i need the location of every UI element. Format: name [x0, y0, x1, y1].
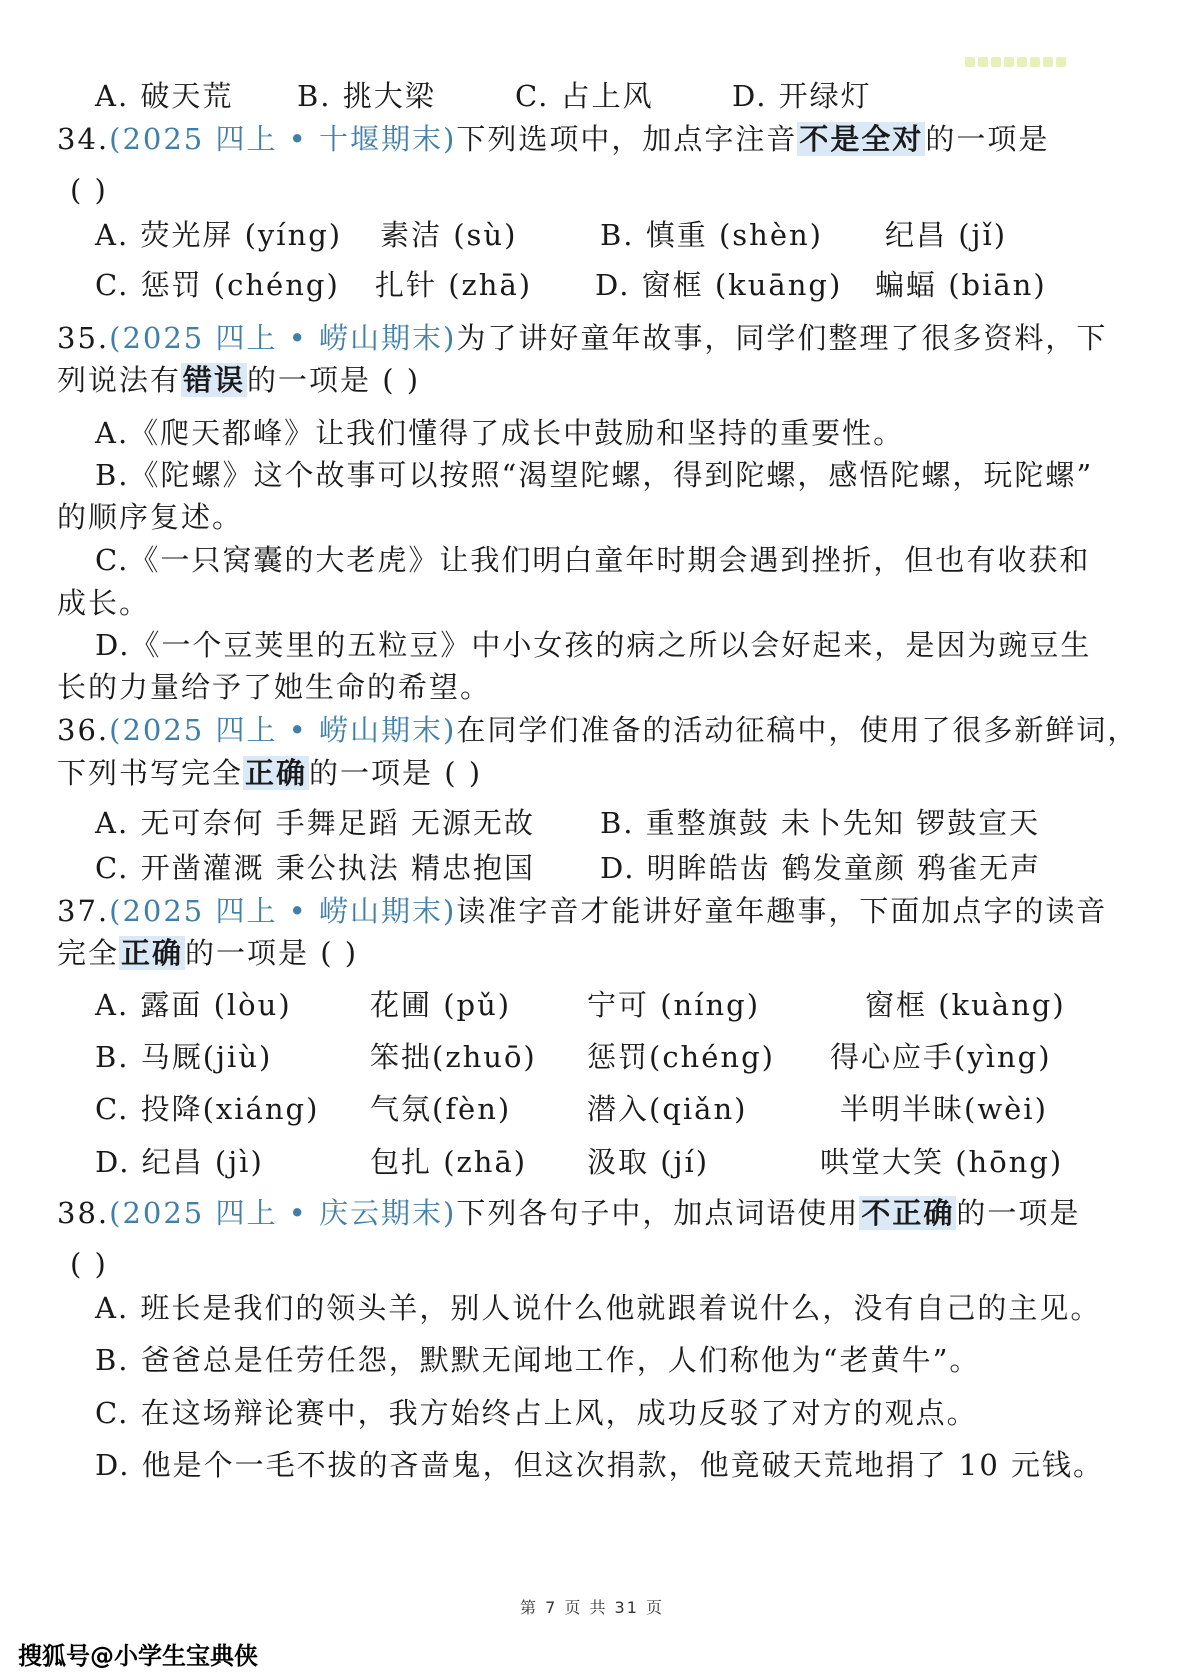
- q34-option-a1: A. 荧光屏 (yíng): [95, 218, 343, 252]
- q33-option-a: A. 破天荒: [95, 79, 234, 113]
- q35-emphasis: 错误: [183, 363, 246, 397]
- q36-stem-line1: [57, 710, 1138, 750]
- q37-option-c2: 气氛(fèn): [370, 1092, 512, 1126]
- q37-option-c1: C. 投降(xiáng): [95, 1092, 320, 1126]
- q36-number: 36.: [57, 713, 110, 747]
- q35-option-b-line2: 的顺序复述。: [57, 500, 244, 534]
- q38-stem-after: 的一项是: [956, 1196, 1081, 1230]
- brand-logo-decoration: [965, 52, 1115, 72]
- q37-stem-text1: 读准字音才能讲好童年趣事，下面加点字的读音: [456, 894, 1108, 928]
- q37-option-a1: A. 露面 (lòu): [95, 988, 292, 1022]
- q37-option-d4: 哄堂大笑 (hōng): [820, 1145, 1064, 1179]
- q35-option-c-line1: C.《一只窝囊的大老虎》让我们明白童年时期会遇到挫折，但也有收获和: [95, 543, 1091, 577]
- q36-option-c: C. 开凿灌溉 秉公执法 精忠抱国: [95, 851, 536, 885]
- q38-number: 38.: [57, 1196, 110, 1230]
- q37-source: (2025 四上 • 崂山期末): [109, 894, 457, 928]
- q36-stem-before: 下列书写完全: [57, 756, 244, 790]
- q38-option-b: B. 爸爸总是任劳任怨，默默无闻地工作，人们称他为“老黄牛”。: [95, 1343, 981, 1377]
- q35-option-d-line2: 长的力量给予了她生命的希望。: [57, 670, 492, 704]
- q34-option-c1: C. 惩罚 (chéng): [95, 268, 340, 302]
- q35-option-b-line1: B.《陀螺》这个故事可以按照“渴望陀螺，得到陀螺，感悟陀螺，玩陀螺”: [95, 458, 1094, 492]
- q37-stem-line2: [57, 933, 358, 973]
- q35-option-d-line1: D.《一个豆荚里的五粒豆》中小女孩的病之所以会好起来，是因为豌豆生: [95, 628, 1092, 662]
- q37-option-b1: B. 马厩(jiù): [95, 1040, 273, 1074]
- q35-stem-line2: [57, 360, 420, 400]
- q37-emphasis: 正确: [121, 936, 184, 970]
- q35-source: (2025 四上 • 崂山期末): [109, 321, 457, 355]
- q37-number: 37.: [57, 894, 110, 928]
- q38-option-a: A. 班长是我们的领头羊，别人说什么他就跟着说什么，没有自己的主见。: [95, 1291, 1102, 1325]
- q37-option-a4: 窗框 (kuàng): [865, 988, 1066, 1022]
- q35-stem-after: 的一项是 ( ): [247, 363, 421, 397]
- q34-source: (2025 四上 • 十堰期末): [109, 122, 457, 156]
- q37-option-b4: 得心应手(yìng): [830, 1040, 1052, 1074]
- q38-option-c: C. 在这场辩论赛中，我方始终占上风，成功反驳了对方的观点。: [95, 1396, 978, 1430]
- q34-stem-before: 下列选项中，加点字注音: [456, 122, 798, 156]
- q36-source: (2025 四上 • 崂山期末): [109, 713, 457, 747]
- watermark-text: 搜狐号@小学生宝典侠: [18, 1642, 258, 1670]
- q36-stem-after: 的一项是 ( ): [309, 756, 483, 790]
- q34-number: 34.: [57, 122, 110, 156]
- q36-stem-text1: 在同学们准备的活动征稿中，使用了很多新鲜词，: [456, 713, 1139, 747]
- q35-stem-before: 列说法有: [57, 363, 182, 397]
- q37-option-c4: 半明半昧(wèi): [840, 1092, 1048, 1126]
- page-number-footer: 第 7 页 共 31 页: [520, 1598, 664, 1617]
- q34-option-b2: 纪昌 (jǐ): [885, 218, 1008, 252]
- q34-answer-paren: ( ): [70, 173, 108, 207]
- q34-stem: [57, 119, 1049, 159]
- q36-option-d: D. 明眸皓齿 鹤发童颜 鸦雀无声: [600, 851, 1042, 885]
- q35-number: 35.: [57, 321, 110, 355]
- q33-option-d: D. 开绿灯: [732, 79, 872, 113]
- q34-option-d1: D. 窗框 (kuāng): [595, 268, 843, 302]
- q37-option-a2: 花圃 (pǔ): [370, 988, 512, 1022]
- q38-stem-before: 下列各句子中，加点词语使用: [456, 1196, 860, 1230]
- q35-option-c-line2: 成长。: [57, 586, 151, 620]
- q38-emphasis: 不正确: [861, 1196, 955, 1230]
- q37-option-c3: 潜入(qiǎn): [587, 1092, 748, 1126]
- q37-option-d2: 包扎 (zhā): [370, 1145, 528, 1179]
- q35-stem-text1: 为了讲好童年故事，同学们整理了很多资料，下: [456, 321, 1108, 355]
- q34-option-b1: B. 慎重 (shèn): [600, 218, 823, 252]
- q38-stem: [57, 1193, 1080, 1233]
- q34-option-d2: 蝙蝠 (biān): [875, 268, 1047, 302]
- q36-emphasis: 正确: [245, 756, 308, 790]
- q38-source: (2025 四上 • 庆云期末): [109, 1196, 457, 1230]
- q38-answer-paren: ( ): [70, 1247, 108, 1281]
- q35-option-a: A.《爬天都峰》让我们懂得了成长中鼓励和坚持的重要性。: [95, 416, 905, 450]
- q37-option-b2: 笨拙(zhuō): [370, 1040, 537, 1074]
- q36-option-a: A. 无可奈何 手舞足蹈 无源无故: [95, 806, 535, 840]
- q33-option-b: B. 挑大梁: [297, 79, 436, 113]
- q34-emphasis: 不是全对: [799, 122, 924, 156]
- q34-stem-after: 的一项是: [925, 122, 1050, 156]
- q37-option-b3: 惩罚(chéng): [587, 1040, 775, 1074]
- q33-option-c: C. 占上风: [515, 79, 654, 113]
- q35-stem-line1: [57, 318, 1107, 358]
- q37-stem-after: 的一项是 ( ): [185, 936, 359, 970]
- q37-stem-before: 完全: [57, 936, 120, 970]
- q37-option-d3: 汲取 (jí): [587, 1145, 710, 1179]
- q36-stem-line2: [57, 753, 482, 793]
- q38-option-d: D. 他是个一毛不拔的吝啬鬼，但这次捐款，他竟破天荒地捐了 10 元钱。: [95, 1448, 1104, 1482]
- q37-option-a3: 宁可 (níng): [587, 988, 761, 1022]
- q34-option-c2: 扎针 (zhā): [375, 268, 533, 302]
- q34-option-a2: 素洁 (sù): [380, 218, 518, 252]
- q37-stem-line1: [57, 891, 1107, 931]
- q37-option-d1: D. 纪昌 (jì): [95, 1145, 264, 1179]
- q36-option-b: B. 重整旗鼓 未卜先知 锣鼓宣天: [600, 806, 1041, 840]
